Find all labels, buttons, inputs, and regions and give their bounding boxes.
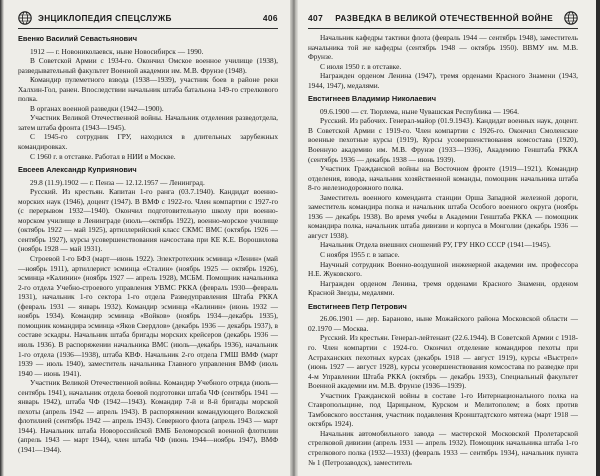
entry-paragraph: 26.06.1901 — дер. Бараново, ныне Можайского района Московской области — 02.1970 — Москва. (308, 314, 578, 333)
entry-paragraph: С 1945-го сотрудник ГРУ, находился в длительных зарубежных командировках. (18, 132, 278, 152)
entry-heading: Евенко Василий Севастьянович (18, 34, 138, 43)
running-head (18, 10, 278, 26)
entry-paragraph: Участник Великой Отечественной войны. Командир Учебного отряда (июль—сентябрь 1941), начальник отдела боевой подготовки штаба ЧФ (сентябрь 1941 — январь 1942), штаба ЧФ (1942—1943). Командир 7-й и 8-й бригады морской пехоты (апрель 1942 — апрель 1943). В распоряжении командующего Волжской флотилией (сентябрь 1942 — апрель 1943). Северного флота (апрель 1943 — март 1944). Начальник штаба Новороссийской ВМБ Беломорской военной флотилии (апрель 1943 — март 1944), член штаба ЧФ (июнь 1944—ноябрь 1947), ВМФ (1941—1944). (18, 378, 278, 454)
running-head-title: ЭНЦИКЛОПЕДИЯ СПЕЦСЛУЖБ (38, 13, 172, 23)
entry-paragraph: В Советской Армии с 1934-го. Окончил Омское военное училище (1938), разведывательный факультет Военной академии им. М.В. Фрунзе (1948). (18, 56, 278, 75)
right-edge (596, 0, 600, 476)
entry-paragraph: Русский. Из крестьян. Генерал-лейтенант (22.6.1944). В Советской Армии с 1918-го. Член компартии с 1924-го. Окончил отделение командиров пехоты при Астраханских пехотных курсах (декабрь 1918 — август 1919), курсы «Выстрел» (июнь 1927 — август 1928), курсы усовершенствования комсостава по разведке при 4-м Управлении Штаба РККА (октябрь — декабрь 1933), Специальный факультет Военной академии им. М.В. Фрунзе (1936—1939). (308, 333, 578, 391)
entry-paragraph: С июля 1950 г. в отставке. (320, 61, 402, 71)
entry-paragraph: В органах военной разведки (1942—1900). (30, 103, 164, 113)
entry-heading: Евстигнеев Владимир Николаевич (308, 94, 436, 104)
page-number: 406 (262, 13, 278, 23)
entry-paragraph: Начальник кафедры тактики флота (февраль 1944 — сентябрь 1948), заместитель начальника той же кафедры (сентябрь 1948 — октябрь 1950). ВВМУ им. М.В. Фрунзе. (308, 33, 578, 62)
entry-paragraph: Научный сотрудник Военно-воздушной инженерной академии им. профессора Н.Е. Жуковского. (308, 259, 578, 279)
globe-emblem-icon (18, 11, 32, 25)
entry-paragraph: 29.8 (11.9).1902 — г. Пенза — 12.12.1957 — Ленинград. (30, 177, 205, 187)
entry-paragraph: С ноября 1955 г. в запасе. (320, 250, 400, 260)
entry-paragraph: Заместитель военного коменданта станции Орша Западной железной дороги, заместитель командира полка и начальник штаба Особого военного округа (ноябрь 1936 — декабрь 1938). Во время учебы в Академии Генштаба РККА — помощник командира полка, начальник штаба дивизии и корпуса в Монголии (декабрь 1936 — август 1938). (308, 192, 578, 240)
entry-paragraph: Начальник Отдела внешних сношений РУ, ГРУ НКО СССР (1941—1945). (320, 240, 551, 250)
entry-paragraph: Участник Гражданской войны в составе 1-го Интернационального полка на Ставропольщине, под Царицыном, Курском и Мелитополем; в боях против Тамбовского восстания, участник подавления Кронштадтского мятежа (март 1918 — октябрь 1924). (308, 390, 578, 429)
entry-paragraph: Начальник автомобильного завода — мастерской Московской Пролетарской стрелковой дивизии (апрель 1931 — апрель 1932). Помощник начальника штаба 1-го стрелкового полка (1932—1933) (февраль 1933 — сентябрь 1934), начальник пункта № 1 (Петрозаводск), заместитель (308, 428, 578, 467)
globe-emblem-icon (564, 11, 578, 25)
entry-paragraph: 1912 — г. Новониколаевск, ныне Новосибирск — 1990. (30, 46, 204, 56)
entry-heading: Евсеев Александр Куприянович (18, 165, 137, 175)
page-number: 407 (308, 13, 324, 23)
entry-paragraph: Участник Гражданской войны на Восточном фронте (1919—1921). Командир отделения, взвода, начальник хозяйственной команды, помощник начальника штаба 8-го железнодорожного полка. (308, 164, 578, 193)
entry-paragraph: Строевой 1-го БФЗ (март—июнь 1922). Электротехник эсминца «Ленин» (май—ноябрь 1911), артиллерист эсминца «Сталин» (ноябрь 1925 — октябрь 1926), эсминца «Калинин» (ноябрь 1927 — апрель 1928), МСБМ. Помощник начальника 2-го отдела Учебно-строевого управления УВМС РККА (февраль 1930—февраль 1931), начальник 1-го сектора 1-го отдела Разведуправления Штаба РККА (февраль 1931 — январь 1932). Командир эсминца «Калинин» (июнь 1932 — ноябрь 1934). Командир эсминца «Войков» (ноябрь 1934—декабрь 1935), помощник командира эсминца «Яков Свердлов» (декабрь 1936 — декабрь 1937), в составе эскадры. Начальник штаба бригады морских крейсеров (декабрь 1936 — июль 1936). В распоряжении начальника ВМС (июль—декабрь 1936), начальник 1-го отдела (1936—1938), штаба КВФ. Начальник 2-го отдела ГМШ ВМФ (март 1939 — июль 1940), заместитель начальника Главного управления ВМФ (июль 1940 — июнь 1941). (18, 254, 278, 378)
running-head-title: РАЗВЕДКА В ВЕЛИКОЙ ОТЕЧЕСТВЕННОЙ ВОЙНЕ (335, 13, 554, 23)
entry-paragraph: Русский. Из крестьян. Капитан 1-го ранга (03.7.1940). Кандидат военно-морских наук (1946), доцент (1947). В ВМФ с 1922-го. Член компартии с 1927-го (с перерывом 1932—1940). Окончил подготовительную школу при военно-морском училище в Ленинграде (июль—октябрь 1922), военно-морское училище (октябрь 1922 — май 1925), артиллерийский класс СКМС ВМС (октябрь 1926 — сентябрь 1927), курсы усовершенствования начсостава при КЕ К.Е. Ворошилова (ноябрь 1928 — май 1931). (18, 187, 278, 254)
book-gutter (290, 0, 298, 476)
entry-paragraph: Награжден орденом Ленина (1947), тремя орденами Красного Знамени (1943, 1944, 1947), медалями. (308, 71, 578, 90)
entry-paragraph: Награжден орденом Ленина, тремя орденами Красного Знамени, орденом Красной Звезды, медалями. (308, 278, 578, 298)
header-rule (18, 28, 278, 29)
entry-paragraph: Командир пулеметного взвода (1938—1939), участник боев в районе реки Халхин-Гол, ранен. Впоследствии начальник штаба батальона 149-го стрелкового полка. (18, 75, 278, 104)
right-page-text (308, 33, 578, 467)
entry-paragraph: С 1960 г. в отставке. Работал в НИИ в Москве. (30, 151, 176, 161)
entry-paragraph: 09.6.1900 — ст. Тюрлема, ныне Чувашская Республика — 1964. (320, 106, 520, 116)
left-page (4, 0, 290, 476)
running-head (308, 10, 578, 26)
header-rule (308, 28, 578, 29)
entry-paragraph: Участник Великой Отечественной войны. Начальник отделения разведотдела, затем штаба фронта (1943—1945). (18, 113, 278, 132)
right-page (298, 0, 596, 476)
entry-heading: Евстигнеев Петр Петрович (308, 301, 407, 311)
left-page-text (18, 33, 278, 455)
entry-paragraph: Русский. Из рабочих. Генерал-майор (01.9.1943). Кандидат военных наук, доцент. В Советской Армии с 1919-го. Член компартии с 1926-го. Окончил Смоленские военные пехотные курсы (1919), Курсы усовершенствования комсостава (1920), Военную академию им. М.В. Фрунзе (1933—1936), Академию Генштаба РККА (сентябрь 1936 — декабрь 1938 — июнь 1939). (308, 116, 578, 164)
